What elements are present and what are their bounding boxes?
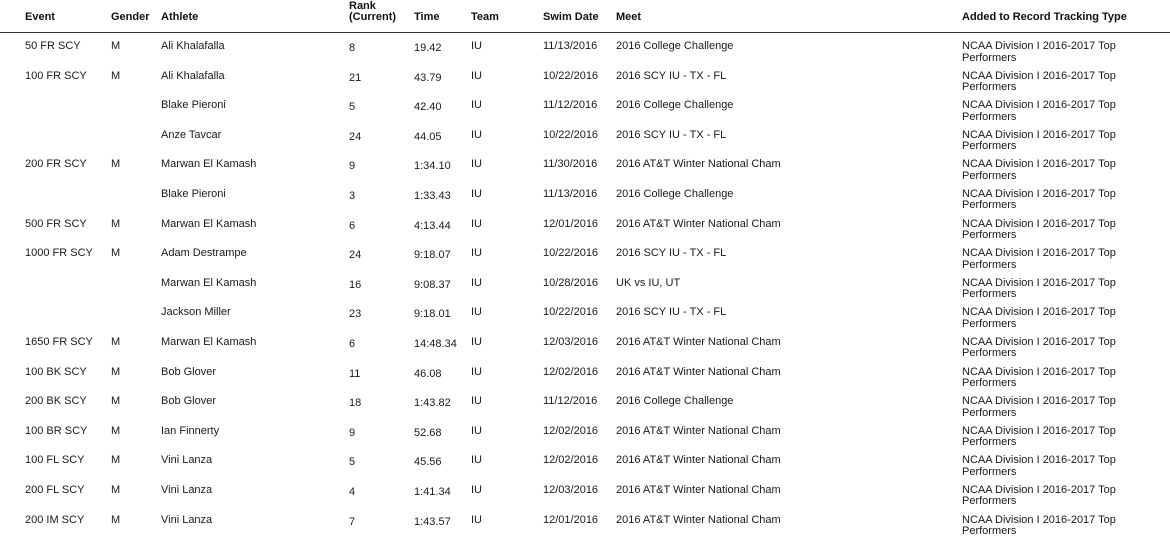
gender-cell: M: [111, 424, 121, 437]
meet-cell: 2016 SCY IU - TX - FL: [616, 128, 727, 141]
swim-date-cell: 10/22/2016: [543, 247, 599, 260]
table-row: [0, 216, 1170, 246]
meet-cell: 2016 AT&T Winter National Cham: [616, 454, 781, 467]
swim-date-cell: 11/13/2016: [543, 40, 598, 52]
gender-cell: M: [111, 158, 121, 171]
team-cell: IU: [471, 365, 482, 378]
header-athlete[interactable]: Athlete: [161, 11, 199, 23]
athlete-cell: Blake Pieroni: [161, 99, 226, 112]
team-cell: IU: [471, 69, 482, 82]
athlete-cell: Vini Lanza: [161, 513, 213, 526]
time-cell: 1:43.82: [414, 397, 451, 410]
header-added-to-record-tracking-type[interactable]: Added to Record Tracking Type: [962, 11, 1127, 23]
table-row: [0, 364, 1170, 394]
added-type-cell: NCAA Division I 2016-2017 Top Performers: [962, 128, 1116, 153]
rank-cell: 5: [349, 456, 356, 469]
event-cell: 200 FR SCY: [25, 158, 87, 171]
added-type-cell: NCAA Division I 2016-2017 Top Performers: [962, 187, 1116, 212]
event-cell: 1650 FR SCY: [25, 335, 93, 348]
table-row: [0, 127, 1170, 157]
team-cell: IU: [471, 128, 482, 141]
header-rank[interactable]: [349, 1, 396, 23]
table-row: [0, 275, 1170, 305]
meet-cell: 2016 AT&T Winter National Cham: [616, 424, 781, 437]
event-cell: 200 IM SCY: [25, 513, 85, 526]
rank-cell: 24: [349, 249, 362, 262]
gender-cell: M: [111, 247, 121, 260]
table-row: [0, 68, 1170, 98]
header-team[interactable]: Team: [471, 11, 499, 23]
time-cell: 52.68: [414, 426, 442, 439]
added-type-cell: NCAA Division I 2016-2017 Top Performers: [962, 483, 1116, 508]
added-type-cell: NCAA Division I 2016-2017 Top Performers: [962, 99, 1116, 123]
athlete-cell: Marwan El Kamash: [161, 217, 257, 230]
time-cell: 19.42: [414, 42, 442, 54]
athlete-cell: Marwan El Kamash: [161, 276, 257, 289]
gender-cell: M: [111, 217, 121, 230]
gender-cell: M: [111, 69, 121, 82]
athlete-cell: Vini Lanza: [161, 483, 213, 496]
team-cell: IU: [471, 454, 482, 467]
time-cell: 9:18.01: [414, 308, 451, 321]
swim-date-cell: 11/13/2016: [543, 187, 598, 200]
time-cell: 43.79: [414, 71, 442, 84]
header-event[interactable]: Event: [25, 11, 55, 23]
swim-date-cell: 10/22/2016: [543, 69, 599, 82]
athlete-cell: Ian Finnerty: [161, 424, 220, 437]
table-row: [0, 334, 1170, 364]
swim-date-cell: 12/03/2016: [543, 335, 599, 348]
swim-date-cell: 10/28/2016: [543, 276, 599, 289]
gender-cell: M: [111, 365, 121, 378]
added-type-cell: NCAA Division I 2016-2017 Top Performers: [962, 276, 1116, 301]
meet-cell: 2016 AT&T Winter National Cham: [616, 217, 781, 230]
team-cell: IU: [471, 276, 482, 289]
time-cell: 1:41.34: [414, 485, 451, 498]
rank-cell: 23: [349, 308, 362, 321]
athlete-cell: Bob Glover: [161, 365, 217, 378]
added-type-cell: NCAA Division I 2016-2017 Top Performers: [962, 217, 1116, 242]
added-type-cell: NCAA Division I 2016-2017 Top Performers: [962, 424, 1116, 449]
swim-date-cell: 11/12/2016: [543, 395, 598, 408]
added-type-cell: NCAA Division I 2016-2017 Top Performers: [962, 365, 1116, 390]
added-type-cell: NCAA Division I 2016-2017 Top Performers: [962, 454, 1116, 478]
added-type-cell: NCAA Division I 2016-2017 Top Performers: [962, 306, 1116, 330]
swim-date-cell: 12/03/2016: [543, 483, 599, 496]
records-table-body: [0, 38, 1170, 541]
meet-cell: 2016 AT&T Winter National Cham: [616, 158, 781, 171]
rank-cell: 24: [349, 130, 362, 143]
gender-cell: M: [111, 483, 121, 496]
swim-date-cell: 12/01/2016: [543, 513, 599, 526]
meet-cell: 2016 AT&T Winter National Cham: [616, 335, 781, 348]
time-cell: 42.40: [414, 101, 442, 114]
time-cell: 4:13.44: [414, 219, 451, 232]
team-cell: IU: [471, 217, 482, 230]
swim-date-cell: 11/12/2016: [543, 99, 598, 112]
added-type-cell: NCAA Division I 2016-2017 Top Performers: [962, 335, 1116, 360]
athlete-cell: Ali Khalafalla: [161, 69, 225, 82]
team-cell: IU: [471, 335, 482, 348]
header-rank-line1: Rank: [349, 0, 376, 12]
time-cell: 9:08.37: [414, 278, 451, 291]
event-cell: 500 FR SCY: [25, 217, 87, 230]
gender-cell: M: [111, 395, 121, 408]
meet-cell: 2016 College Challenge: [616, 187, 734, 200]
athlete-cell: Blake Pieroni: [161, 187, 226, 200]
meet-cell: 2016 AT&T Winter National Cham: [616, 365, 781, 378]
event-cell: 100 FL SCY: [25, 454, 85, 467]
rank-cell: 4: [349, 485, 356, 498]
team-cell: IU: [471, 247, 482, 260]
table-row: [0, 452, 1170, 482]
rank-cell: 7: [349, 515, 356, 528]
meet-cell: 2016 SCY IU - TX - FL: [616, 69, 727, 82]
event-cell: 200 FL SCY: [25, 483, 85, 496]
rank-cell: 16: [349, 278, 362, 291]
athlete-cell: Vini Lanza: [161, 454, 213, 467]
athlete-cell: Ali Khalafalla: [161, 40, 225, 52]
added-type-cell: NCAA Division I 2016-2017 Top Performers: [962, 158, 1116, 182]
team-cell: IU: [471, 40, 482, 52]
team-cell: IU: [471, 99, 482, 112]
team-cell: IU: [471, 424, 482, 437]
table-row: [0, 304, 1170, 334]
header-meet[interactable]: Meet: [616, 11, 642, 23]
time-cell: 45.56: [414, 456, 442, 469]
swim-date-cell: 12/02/2016: [543, 454, 599, 467]
time-cell: 14:48.34: [414, 337, 457, 350]
event-cell: 100 FR SCY: [25, 69, 87, 82]
swim-date-cell: 10/22/2016: [543, 306, 599, 319]
team-cell: IU: [471, 187, 482, 200]
event-cell: 1000 FR SCY: [25, 247, 93, 260]
team-cell: IU: [471, 483, 482, 496]
table-row: [0, 245, 1170, 275]
event-cell: 100 BK SCY: [25, 365, 87, 378]
rank-cell: 8: [349, 42, 356, 54]
header-time[interactable]: Time: [414, 11, 440, 23]
header-gender[interactable]: Gender: [111, 11, 150, 23]
athlete-cell: Bob Glover: [161, 395, 217, 408]
added-type-cell: NCAA Division I 2016-2017 Top Performers: [962, 247, 1116, 271]
meet-cell: 2016 College Challenge: [616, 395, 734, 408]
table-header: [0, 0, 1170, 33]
time-cell: 9:18.07: [414, 249, 451, 262]
rank-cell: 3: [349, 189, 356, 202]
rank-cell: 6: [349, 219, 356, 232]
meet-cell: 2016 College Challenge: [616, 40, 734, 52]
swim-date-cell: 10/22/2016: [543, 128, 599, 141]
team-cell: IU: [471, 513, 482, 526]
header-rank-line2: (Current): [349, 11, 397, 23]
swim-date-cell: 11/30/2016: [543, 158, 598, 171]
table-row: [0, 423, 1170, 453]
time-cell: 1:34.10: [414, 160, 451, 173]
gender-cell: M: [111, 513, 121, 526]
rank-cell: 9: [349, 426, 356, 439]
table-row: [0, 186, 1170, 216]
team-cell: IU: [471, 306, 482, 319]
added-type-cell: NCAA Division I 2016-2017 Top Performers: [962, 513, 1116, 537]
event-cell: 50 FR SCY: [25, 40, 81, 52]
added-type-cell: NCAA Division I 2016-2017 Top Performers: [962, 69, 1116, 94]
gender-cell: M: [111, 454, 121, 467]
meet-cell: 2016 AT&T Winter National Cham: [616, 513, 781, 526]
meet-cell: 2016 College Challenge: [616, 99, 734, 112]
team-cell: IU: [471, 395, 482, 408]
meet-cell: 2016 AT&T Winter National Cham: [616, 483, 781, 496]
athlete-cell: Marwan El Kamash: [161, 158, 257, 171]
table-row: [0, 512, 1170, 542]
athlete-cell: Anze Tavcar: [161, 128, 222, 141]
athlete-cell: Marwan El Kamash: [161, 335, 257, 348]
meet-cell: 2016 SCY IU - TX - FL: [616, 247, 727, 260]
table-row: [0, 38, 1170, 68]
table-row: [0, 97, 1170, 127]
gender-cell: M: [111, 335, 121, 348]
header-swim-date[interactable]: Swim Date: [543, 11, 599, 23]
rank-cell: 5: [349, 101, 356, 114]
added-type-cell: NCAA Division I 2016-2017 Top Performers: [962, 395, 1116, 419]
time-cell: 46.08: [414, 367, 442, 380]
meet-cell: 2016 SCY IU - TX - FL: [616, 306, 727, 319]
swim-date-cell: 12/01/2016: [543, 217, 599, 230]
gender-cell: M: [111, 40, 121, 52]
team-cell: IU: [471, 158, 482, 171]
rank-cell: 21: [349, 71, 362, 84]
time-cell: 44.05: [414, 130, 442, 143]
added-type-cell: NCAA Division I 2016-2017 Top Performers: [962, 40, 1116, 64]
table-row: [0, 156, 1170, 186]
swim-date-cell: 12/02/2016: [543, 365, 599, 378]
rank-cell: 6: [349, 337, 356, 350]
table-row: [0, 393, 1170, 423]
meet-cell: UK vs IU, UT: [616, 276, 681, 289]
event-cell: 100 BR SCY: [25, 424, 88, 437]
athlete-cell: Adam Destrampe: [161, 247, 247, 260]
time-cell: 1:43.57: [414, 515, 451, 528]
rank-cell: 11: [349, 367, 361, 380]
athlete-cell: Jackson Miller: [161, 306, 231, 319]
rank-cell: 18: [349, 397, 362, 410]
table-row: [0, 482, 1170, 512]
time-cell: 1:33.43: [414, 189, 451, 202]
swim-date-cell: 12/02/2016: [543, 424, 599, 437]
event-cell: 200 BK SCY: [25, 395, 87, 408]
rank-cell: 9: [349, 160, 356, 173]
